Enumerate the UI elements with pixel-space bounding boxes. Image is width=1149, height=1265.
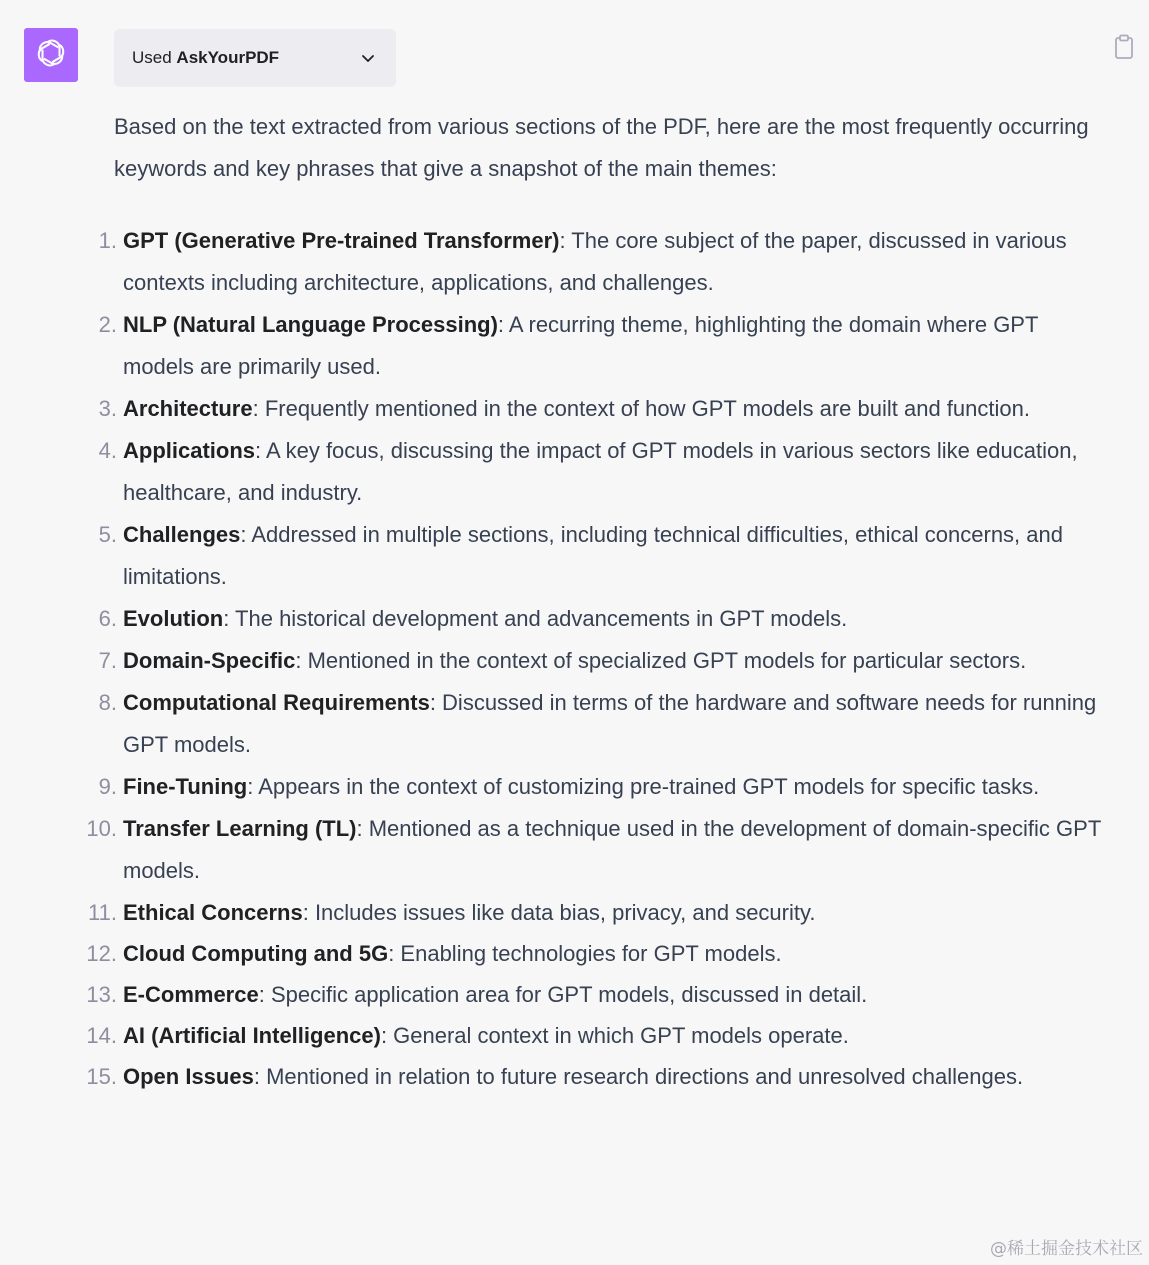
keyword-term: AI (Artificial Intelligence) xyxy=(123,1023,381,1048)
keyword-term: Architecture xyxy=(123,396,253,421)
assistant-message xyxy=(86,106,1104,1097)
list-item xyxy=(86,933,1104,974)
list-item-number: 8. xyxy=(98,690,117,715)
list-item xyxy=(98,766,1104,808)
list-item-number: 11. xyxy=(88,900,117,925)
copy-button[interactable] xyxy=(1113,34,1135,60)
keyword-description: : A recurring theme, highlighting the domain where GPT models are primarily used. xyxy=(123,312,1039,379)
list-item xyxy=(98,304,1104,388)
keyword-description: : Enabling technologies for GPT models. xyxy=(388,941,782,966)
keyword-term: Fine-Tuning xyxy=(123,774,248,799)
keyword-term: Evolution xyxy=(123,606,224,631)
keyword-description: : General context in which GPT models operate. xyxy=(380,1023,849,1048)
plugin-used-dropdown[interactable] xyxy=(114,29,396,87)
keyword-description: : The core subject of the paper, discussed in various contexts including architecture, applications, and challenges. xyxy=(123,228,1067,295)
list-item-number: 14. xyxy=(86,1023,117,1048)
openai-logo-icon xyxy=(34,36,68,75)
intro-paragraph: Based on the text extracted from various sections of the PDF, here are the most frequently occurring keywords and key phrases that give a snapshot of the main themes: xyxy=(114,114,1089,181)
list-item-number: 3. xyxy=(98,396,117,421)
keyword-term: Computational Requirements xyxy=(123,690,430,715)
keyword-description: : The historical development and advancements in GPT models. xyxy=(223,606,848,631)
keyword-description: : Specific application area for GPT models, discussed in detail. xyxy=(258,982,868,1007)
chevron-down-icon xyxy=(360,50,376,66)
plugin-name: AskYourPDF xyxy=(176,48,280,67)
plugin-used-label: Used xyxy=(132,48,172,67)
list-item-number: 7. xyxy=(98,648,117,673)
list-item-number: 4. xyxy=(98,438,117,463)
keyword-description: : A key focus, discussing the impact of GPT models in various sectors like education, healthcare, and industry. xyxy=(123,438,1078,505)
keyword-term: Transfer Learning (TL) xyxy=(123,816,357,841)
list-item xyxy=(98,220,1104,304)
keyword-description: : Discussed in terms of the hardware and software needs for running GPT models. xyxy=(123,690,1097,757)
keyword-description: : Appears in the context of customizing pre-trained GPT models for specific tasks. xyxy=(247,774,1040,799)
assistant-avatar xyxy=(24,28,78,82)
list-item-number: 13. xyxy=(86,982,117,1007)
keyword-term: E-Commerce xyxy=(123,982,259,1007)
keyword-term: Ethical Concerns xyxy=(123,900,303,925)
list-item xyxy=(86,1056,1104,1097)
list-item xyxy=(98,682,1104,766)
keyword-term: Cloud Computing and 5G xyxy=(123,941,389,966)
list-item xyxy=(98,430,1104,514)
keyword-term: NLP (Natural Language Processing) xyxy=(123,312,498,337)
keyword-term: Applications xyxy=(123,438,256,463)
keyword-description: : Addressed in multiple sections, including technical difficulties, ethical concerns, and limitations. xyxy=(123,522,1063,589)
watermark: @稀土掘金技术社区 xyxy=(990,1239,1143,1259)
list-item-number: 12. xyxy=(86,941,117,966)
clipboard-icon xyxy=(1113,47,1135,64)
keyword-description: : Frequently mentioned in the context of how GPT models are built and function. xyxy=(252,396,1030,421)
list-item-number: 15. xyxy=(86,1064,117,1089)
keyword-description: : Includes issues like data bias, privacy, and security. xyxy=(302,900,816,925)
keyword-term: Open Issues xyxy=(123,1064,254,1089)
list-item xyxy=(86,1015,1104,1056)
list-item-number: 2. xyxy=(98,312,117,337)
list-item xyxy=(98,598,1104,640)
keyword-term: Challenges xyxy=(123,522,241,547)
list-item-number: 5. xyxy=(98,522,117,547)
list-item-number: 6. xyxy=(98,606,117,631)
list-item-number: 10. xyxy=(86,816,117,841)
list-item xyxy=(98,388,1104,430)
keyword-term: GPT (Generative Pre-trained Transformer) xyxy=(123,228,560,253)
keyword-description: : Mentioned in the context of specialized GPT models for particular sectors. xyxy=(295,648,1027,673)
list-item-number: 9. xyxy=(98,774,117,799)
keyword-description: : Mentioned in relation to future research directions and unresolved challenges. xyxy=(253,1064,1024,1089)
list-item xyxy=(86,974,1104,1015)
list-item xyxy=(88,892,1104,933)
list-item xyxy=(98,514,1104,598)
plugin-used-text xyxy=(132,48,279,68)
list-item xyxy=(98,640,1104,682)
keyword-term: Domain-Specific xyxy=(123,648,296,673)
list-item xyxy=(86,808,1104,892)
keyword-list xyxy=(86,220,1104,1097)
list-item-number: 1. xyxy=(98,228,117,253)
keyword-description: : Mentioned as a technique used in the development of domain-specific GPT models. xyxy=(123,816,1101,883)
